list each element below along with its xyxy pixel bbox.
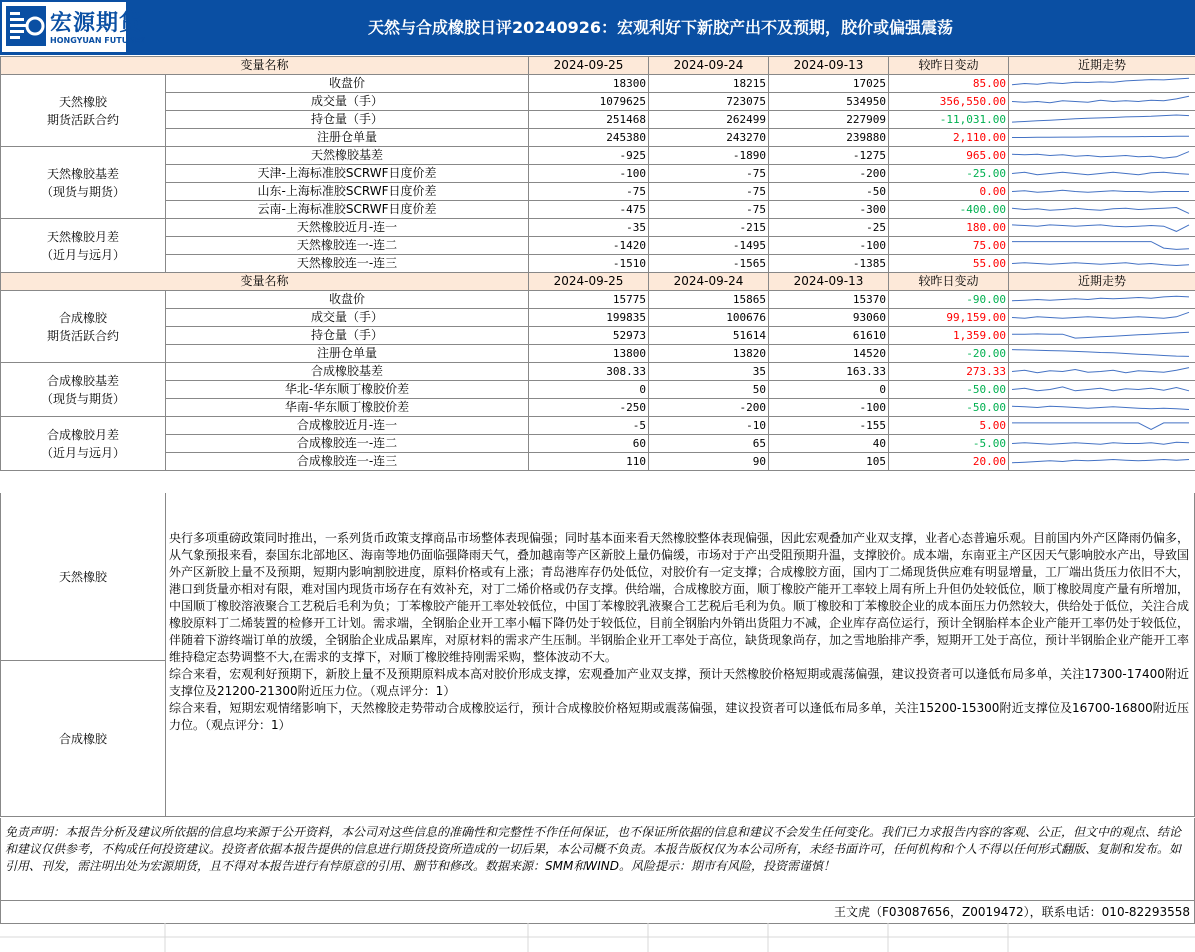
table-row — [1, 147, 1195, 165]
trend-line — [1012, 172, 1189, 175]
column-header-date-2: 2024-09-24 — [649, 273, 769, 291]
daily-change: 20.00 — [889, 453, 1009, 471]
column-header-variable: 变量名称 — [1, 57, 529, 75]
daily-change: 55.00 — [889, 255, 1009, 273]
trend-sparkline — [1009, 327, 1192, 344]
trend-sparkline — [1009, 147, 1192, 164]
trend-cell — [1009, 93, 1195, 111]
trend-line — [1012, 136, 1189, 137]
commentary-body — [165, 493, 1195, 817]
trend-line — [1012, 368, 1189, 373]
trend-line — [1012, 208, 1189, 214]
commentary-label-synthetic: 合成橡胶 — [58, 732, 107, 746]
daily-change: 273.33 — [889, 363, 1009, 381]
value-date-3: -1385 — [769, 255, 889, 273]
value-date-3: 17025 — [769, 75, 889, 93]
trend-line — [1012, 423, 1189, 430]
trend-sparkline — [1009, 309, 1192, 326]
table-row — [1, 255, 1195, 273]
trend-line — [1012, 152, 1189, 159]
trend-cell — [1009, 435, 1195, 453]
trend-line — [1012, 442, 1189, 444]
value-date-1: -925 — [529, 147, 649, 165]
column-header-date-3: 2024-09-13 — [769, 273, 889, 291]
value-date-2: 18215 — [649, 75, 769, 93]
header-row — [1, 57, 1195, 75]
trend-line — [1012, 296, 1189, 301]
column-header-date-1: 2024-09-25 — [529, 273, 649, 291]
table-row — [1, 417, 1195, 435]
row-name: 华北-华东顺丁橡胶价差 — [166, 381, 529, 399]
value-date-2: 90 — [649, 453, 769, 471]
value-date-3: -300 — [769, 201, 889, 219]
value-date-2: -1890 — [649, 147, 769, 165]
row-name: 合成橡胶连一-连二 — [166, 435, 529, 453]
commentary-natural-conclusion: 综合来看，宏观利好预期下，新胶上量不及预期原料成本高对胶价形成支撑，宏观叠加产业双支撑，预计天然橡胶价格短期或震荡偏强，建议投资者可以逢低布局多单，关注17300-17400附近支撑位及21200-21300附近压力位。（观点评分：1） — [169, 667, 1189, 698]
disclaimer — [0, 818, 1195, 901]
value-date-3: 239880 — [769, 129, 889, 147]
trend-sparkline — [1009, 255, 1192, 272]
daily-change: -11,031.00 — [889, 111, 1009, 129]
value-date-1: -100 — [529, 165, 649, 183]
trend-cell — [1009, 327, 1195, 345]
column-header-trend: 近期走势 — [1009, 273, 1195, 291]
trend-line — [1012, 115, 1189, 122]
table-row — [1, 435, 1195, 453]
value-date-2: 723075 — [649, 93, 769, 111]
trend-cell — [1009, 219, 1195, 237]
row-name: 山东-上海标准胶SCRWF日度价差 — [166, 183, 529, 201]
value-date-3: 15370 — [769, 291, 889, 309]
value-date-3: -100 — [769, 399, 889, 417]
value-date-2: 13820 — [649, 345, 769, 363]
table-row — [1, 93, 1195, 111]
value-date-1: 199835 — [529, 309, 649, 327]
value-date-3: 534950 — [769, 93, 889, 111]
row-name: 合成橡胶连一-连三 — [166, 453, 529, 471]
value-date-1: 0 — [529, 381, 649, 399]
trend-sparkline — [1009, 291, 1192, 308]
table-row — [1, 183, 1195, 201]
commentary-labels — [0, 493, 166, 817]
value-date-1: 60 — [529, 435, 649, 453]
daily-change: 0.00 — [889, 183, 1009, 201]
value-date-3: -25 — [769, 219, 889, 237]
trend-sparkline — [1009, 399, 1192, 416]
daily-change: 965.00 — [889, 147, 1009, 165]
value-date-3: -155 — [769, 417, 889, 435]
value-date-1: 52973 — [529, 327, 649, 345]
trend-sparkline — [1009, 183, 1192, 200]
table-row — [1, 453, 1195, 471]
value-date-3: 163.33 — [769, 363, 889, 381]
value-date-3: -200 — [769, 165, 889, 183]
value-date-2: -215 — [649, 219, 769, 237]
value-date-1: 251468 — [529, 111, 649, 129]
trend-sparkline — [1009, 363, 1192, 380]
trend-sparkline — [1009, 345, 1192, 362]
table-row — [1, 237, 1195, 255]
trend-line — [1012, 312, 1189, 318]
trend-cell — [1009, 453, 1195, 471]
synthetic-group-label: 合成橡胶基差 （现货与期货） — [1, 363, 166, 417]
table-row — [1, 129, 1195, 147]
value-date-3: 61610 — [769, 327, 889, 345]
trend-sparkline — [1009, 219, 1192, 236]
value-date-2: -10 — [649, 417, 769, 435]
trend-cell — [1009, 309, 1195, 327]
trend-sparkline — [1009, 111, 1192, 128]
daily-change: -90.00 — [889, 291, 1009, 309]
row-name: 天津-上海标准胶SCRWF日度价差 — [166, 165, 529, 183]
report-header — [0, 0, 1195, 55]
logo-text-en: HONGYUAN FUTURES — [50, 36, 146, 45]
natural-group-label: 天然橡胶 期货活跃合约 — [1, 75, 166, 147]
value-date-1: -1420 — [529, 237, 649, 255]
table-row — [1, 165, 1195, 183]
report-title: 天然与合成橡胶日评20240926：宏观利好下新胶产出不及预期，胶价或偏强震荡 — [367, 18, 954, 37]
trend-line — [1012, 263, 1189, 266]
trend-line — [1012, 387, 1189, 391]
value-date-3: 40 — [769, 435, 889, 453]
trend-sparkline — [1009, 453, 1192, 470]
row-name: 成交量（手） — [166, 309, 529, 327]
value-date-2: 262499 — [649, 111, 769, 129]
daily-change: 2,110.00 — [889, 129, 1009, 147]
column-header-variable: 变量名称 — [1, 273, 529, 291]
trend-cell — [1009, 363, 1195, 381]
row-name: 合成橡胶基差 — [166, 363, 529, 381]
value-date-1: 308.33 — [529, 363, 649, 381]
trend-cell — [1009, 129, 1195, 147]
table-row — [1, 345, 1195, 363]
daily-change: 99,159.00 — [889, 309, 1009, 327]
trend-cell — [1009, 291, 1195, 309]
value-date-2: -75 — [649, 183, 769, 201]
row-name: 注册仓单量 — [166, 129, 529, 147]
daily-change: 1,359.00 — [889, 327, 1009, 345]
daily-change: -25.00 — [889, 165, 1009, 183]
trend-cell — [1009, 75, 1195, 93]
trend-sparkline — [1009, 417, 1192, 434]
trend-line — [1012, 406, 1189, 409]
table-row — [1, 327, 1195, 345]
trend-sparkline — [1009, 237, 1192, 254]
value-date-1: -35 — [529, 219, 649, 237]
daily-change: -50.00 — [889, 381, 1009, 399]
table-row — [1, 75, 1195, 93]
row-name: 天然橡胶近月-连一 — [166, 219, 529, 237]
value-date-2: 100676 — [649, 309, 769, 327]
value-date-3: -1275 — [769, 147, 889, 165]
value-date-1: 1079625 — [529, 93, 649, 111]
trend-line — [1012, 242, 1189, 250]
value-date-3: 93060 — [769, 309, 889, 327]
table-row — [1, 381, 1195, 399]
row-name: 收盘价 — [166, 75, 529, 93]
trend-cell — [1009, 111, 1195, 129]
trend-line — [1012, 350, 1189, 357]
daily-change: 85.00 — [889, 75, 1009, 93]
table-row — [1, 219, 1195, 237]
commentary-synthetic-conclusion: 综合来看，短期宏观情绪影响下，天然橡胶走势带动合成橡胶运行，预计合成橡胶价格短期或震荡偏强，建议投资者可以逢低布局多单，关注15200-15300附近支撑位及16700-16800附近压力位。（观点评分：1） — [169, 701, 1189, 732]
analyst-signature — [0, 901, 1195, 924]
value-date-3: -100 — [769, 237, 889, 255]
column-header-date-3: 2024-09-13 — [769, 57, 889, 75]
daily-change: 180.00 — [889, 219, 1009, 237]
trend-cell — [1009, 381, 1195, 399]
value-date-2: -1565 — [649, 255, 769, 273]
value-date-2: -75 — [649, 165, 769, 183]
indicator-table — [0, 56, 1195, 471]
commentary-paragraph: 央行多项重磅政策同时推出，一系列货币政策支撑商品市场整体表现偏强；同时基本面来看天然橡胶整体表现偏强，因此宏观叠加产业双支撑，业者心态普遍乐观。目前国内外产区降雨仍偏多，从气象预报来看，泰国东北部地区、海南等地仍面临强降雨天气，叠加越南等产区新胶上量仍偏缓，市场对于产出受阻预期升温，支撑胶价。成本端，东南亚主产区因天气影响胶水产出，导致国外产区新胶上量不及预期，短期内影响割胶进度，原料价格或有上涨；青岛港库存仍处低位，对胶价有一定支撑；合成橡胶方面，国内丁二烯现货供应难有明显增量，工厂端出货压力依旧不大，港口到货量亦相对有限，难对国内现货市场存在有效补充，对丁二烯价格或仍存支撑。供给端，合成橡胶方面，顺丁橡胶产能开工率较上周有所上升但仍处较低位，顺丁橡胶周度产量有所增加，中国顺丁橡胶溶液聚合工艺税后毛利为负；丁苯橡胶产能开工率处较低位，中国丁苯橡胶乳液聚合工艺税后毛利为负。顺丁橡胶和丁苯橡胶企业的成本面压力仍然较大，供给处于低位，关注合成橡胶原料丁二烯装置的检修开工计划。需求端，全钢胎企业开工率小幅下降仍处于较低位，目前全钢胎内外销出货阻力不减，企业库存高位运行，预计全钢胎样本企业产能开工率仍处于较低位，伴随着下游终端订单的放缓，全钢胎企业成品累库，对原材料的需求产生压制。半钢胎企业开工率处于高位，缺货现象尚存，加之雪地胎排产季，短期开工处于高位，预计半钢胎企业产能开工率维持稳定态势调整不大,在需求的支撑下，对顺丁橡胶维持刚需采购，整体波动不大。 — [169, 531, 1190, 664]
daily-change: 356,550.00 — [889, 93, 1009, 111]
row-name: 天然橡胶连一-连三 — [166, 255, 529, 273]
column-header-date-2: 2024-09-24 — [649, 57, 769, 75]
table-row — [1, 309, 1195, 327]
value-date-2: 65 — [649, 435, 769, 453]
row-name: 成交量（手） — [166, 93, 529, 111]
value-date-1: 245380 — [529, 129, 649, 147]
signature-text: 王文虎（F03087656，Z0019472），联系电话：010-82293558 — [834, 905, 1190, 919]
empty-grid — [0, 923, 1195, 952]
value-date-2: 35 — [649, 363, 769, 381]
trend-sparkline — [1009, 165, 1192, 182]
value-date-1: 15775 — [529, 291, 649, 309]
value-date-3: 0 — [769, 381, 889, 399]
trend-cell — [1009, 201, 1195, 219]
trend-line — [1012, 225, 1189, 232]
synthetic-group-label: 合成橡胶 期货活跃合约 — [1, 291, 166, 363]
trend-sparkline — [1009, 381, 1192, 398]
value-date-3: -50 — [769, 183, 889, 201]
trend-cell — [1009, 165, 1195, 183]
header-row — [1, 273, 1195, 291]
trend-line — [1012, 96, 1189, 103]
table-row — [1, 399, 1195, 417]
row-name: 合成橡胶近月-连一 — [166, 417, 529, 435]
daily-change: -5.00 — [889, 435, 1009, 453]
trend-cell — [1009, 399, 1195, 417]
value-date-1: -5 — [529, 417, 649, 435]
commentary-section — [0, 493, 1195, 817]
trend-line — [1012, 460, 1189, 463]
value-date-2: -200 — [649, 399, 769, 417]
logo-mark-icon — [6, 6, 46, 46]
value-date-3: 227909 — [769, 111, 889, 129]
daily-change: -400.00 — [889, 201, 1009, 219]
trend-cell — [1009, 237, 1195, 255]
daily-change: -20.00 — [889, 345, 1009, 363]
value-date-1: 18300 — [529, 75, 649, 93]
row-name: 持仓量（手） — [166, 327, 529, 345]
trend-cell — [1009, 147, 1195, 165]
row-name: 天然橡胶连一-连二 — [166, 237, 529, 255]
trend-line — [1012, 332, 1189, 338]
disclaimer-text: 免责声明：本报告分析及建议所依据的信息均来源于公开资料，本公司对这些信息的准确性和完整性不作任何保证，也不保证所依据的信息和建议不会发生任何变化。我们已力求报告内容的客观、公正，但文中的观点、结论和建议仅供参考，不构成任何投资建议。投资者依据本报告提供的信息进行期货投资所造成的一切后果，本公司概不负责。本报告版权仅为本公司所有，未经书面许可，任何机构和个人不得以任何形式翻版、复制和发布。如引用、刊发，需注明出处为宏源期货，且不得对本报告进行有悖原意的引用、删节和修改。数据来源：SMM和WIND。风险提示：期市有风险，投资需谨慎！ — [5, 825, 1182, 873]
logo-text-cn: 宏源期货 — [50, 11, 143, 36]
natural-group-label: 天然橡胶基差 （现货与期货） — [1, 147, 166, 219]
row-name: 天然橡胶基差 — [166, 147, 529, 165]
trend-line — [1012, 78, 1189, 85]
daily-change: 75.00 — [889, 237, 1009, 255]
trend-sparkline — [1009, 75, 1192, 92]
daily-change: -50.00 — [889, 399, 1009, 417]
value-date-1: 110 — [529, 453, 649, 471]
natural-group-label: 天然橡胶月差 （近月与远月） — [1, 219, 166, 273]
value-date-2: -1495 — [649, 237, 769, 255]
table-row — [1, 291, 1195, 309]
row-name: 持仓量（手） — [166, 111, 529, 129]
value-date-3: 14520 — [769, 345, 889, 363]
trend-line — [1012, 190, 1189, 192]
company-logo — [2, 2, 146, 52]
value-date-1: -250 — [529, 399, 649, 417]
table-row — [1, 363, 1195, 381]
value-date-2: 243270 — [649, 129, 769, 147]
synthetic-group-label: 合成橡胶月差 （近月与远月） — [1, 417, 166, 471]
commentary-label-natural: 天然橡胶 — [58, 570, 107, 584]
trend-sparkline — [1009, 93, 1192, 110]
value-date-1: -475 — [529, 201, 649, 219]
trend-cell — [1009, 417, 1195, 435]
value-date-2: 50 — [649, 381, 769, 399]
column-header-date-1: 2024-09-25 — [529, 57, 649, 75]
table-row — [1, 111, 1195, 129]
value-date-1: -1510 — [529, 255, 649, 273]
value-date-2: 51614 — [649, 327, 769, 345]
value-date-2: 15865 — [649, 291, 769, 309]
trend-sparkline — [1009, 435, 1192, 452]
daily-change: 5.00 — [889, 417, 1009, 435]
trend-sparkline — [1009, 129, 1192, 146]
row-name: 华南-华东顺丁橡胶价差 — [166, 399, 529, 417]
column-header-change: 较昨日变动 — [889, 273, 1009, 291]
trend-sparkline — [1009, 201, 1192, 218]
value-date-3: 105 — [769, 453, 889, 471]
table-row — [1, 201, 1195, 219]
trend-cell — [1009, 345, 1195, 363]
row-name: 收盘价 — [166, 291, 529, 309]
column-header-change: 较昨日变动 — [889, 57, 1009, 75]
column-header-trend: 近期走势 — [1009, 57, 1195, 75]
value-date-2: -75 — [649, 201, 769, 219]
value-date-1: 13800 — [529, 345, 649, 363]
row-name: 注册仓单量 — [166, 345, 529, 363]
trend-cell — [1009, 255, 1195, 273]
trend-cell — [1009, 183, 1195, 201]
value-date-1: -75 — [529, 183, 649, 201]
row-name: 云南-上海标准胶SCRWF日度价差 — [166, 201, 529, 219]
